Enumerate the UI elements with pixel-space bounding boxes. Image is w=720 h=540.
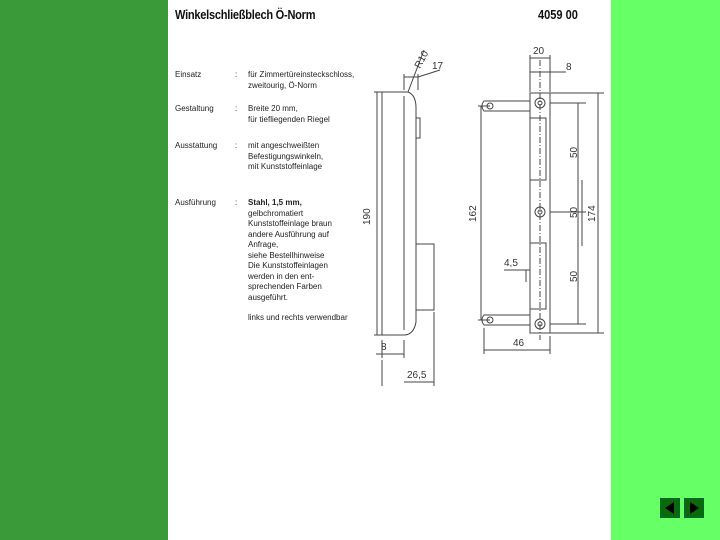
triangle-right-icon bbox=[685, 499, 703, 517]
dim-8-front: 8 bbox=[566, 62, 572, 73]
dim-r10: R10 bbox=[412, 49, 432, 71]
spec-line: gelbchromatiert bbox=[248, 208, 304, 218]
dim-4-5: 4,5 bbox=[504, 258, 518, 269]
spec-colon: : bbox=[235, 141, 238, 150]
next-button[interactable] bbox=[684, 498, 704, 518]
triangle-left-icon bbox=[661, 499, 679, 517]
dim-20: 20 bbox=[533, 46, 545, 57]
spec-line: mit Kunststoffeinlage bbox=[248, 162, 323, 171]
dim-17: 17 bbox=[432, 61, 444, 72]
dim-46: 46 bbox=[513, 338, 525, 349]
spec-label: Einsatz bbox=[175, 70, 202, 79]
spec-label: Gestaltung bbox=[175, 104, 214, 113]
spec-line: sprechenden Farben bbox=[248, 282, 322, 291]
spec-line: Befestigungswinkeln, bbox=[248, 151, 324, 161]
dim-50-lower: 50 bbox=[569, 270, 580, 282]
dim-174: 174 bbox=[587, 205, 598, 222]
spec-label: Ausführung bbox=[175, 198, 216, 207]
side-profile-outline bbox=[382, 92, 416, 335]
product-title: Winkelschließblech Ö-Norm bbox=[175, 7, 316, 22]
spec-line: für tiefliegenden Riegel bbox=[248, 114, 330, 124]
front-cutout-upper bbox=[530, 118, 546, 180]
spec-line: Breite 20 mm, bbox=[248, 104, 298, 113]
dim-162: 162 bbox=[468, 205, 479, 222]
spec-line: Kunststoffeinlage braun bbox=[248, 219, 332, 228]
spec-colon: : bbox=[235, 104, 238, 113]
dim-190: 190 bbox=[362, 208, 373, 225]
spec-line: Stahl, 1,5 mm, bbox=[248, 198, 302, 207]
spec-line: siehe Bestellhinweise bbox=[248, 250, 325, 260]
front-cutout-lower bbox=[530, 243, 546, 309]
spec-line: mit angeschweißten bbox=[248, 141, 320, 150]
spec-line: links und rechts verwendbar bbox=[248, 313, 348, 322]
dim-50-middle: 50 bbox=[569, 206, 580, 218]
spec-colon: : bbox=[235, 70, 238, 79]
spec-line: ausgeführt. bbox=[248, 292, 289, 302]
spec-line: Die Kunststoffeinlagen bbox=[248, 261, 328, 270]
spec-line: werden in den ent- bbox=[248, 271, 315, 281]
dim-8-side: 8 bbox=[381, 342, 387, 353]
side-insert-upper bbox=[416, 118, 420, 138]
spec-line: andere Ausführung auf bbox=[248, 229, 329, 239]
spec-colon: : bbox=[235, 198, 238, 207]
spec-line: für Zimmertüreinsteckschloss, bbox=[248, 70, 355, 79]
dim-50-upper: 50 bbox=[569, 146, 580, 158]
spec-line: Anfrage, bbox=[248, 240, 279, 249]
spec-line: zweitourig, Ö-Norm bbox=[248, 80, 317, 90]
previous-button[interactable] bbox=[660, 498, 680, 518]
spec-label: Ausstattung bbox=[175, 141, 218, 150]
product-code: 4059 00 bbox=[538, 7, 578, 22]
side-insert-lower bbox=[416, 244, 434, 310]
dim-26-5: 26,5 bbox=[407, 370, 427, 381]
